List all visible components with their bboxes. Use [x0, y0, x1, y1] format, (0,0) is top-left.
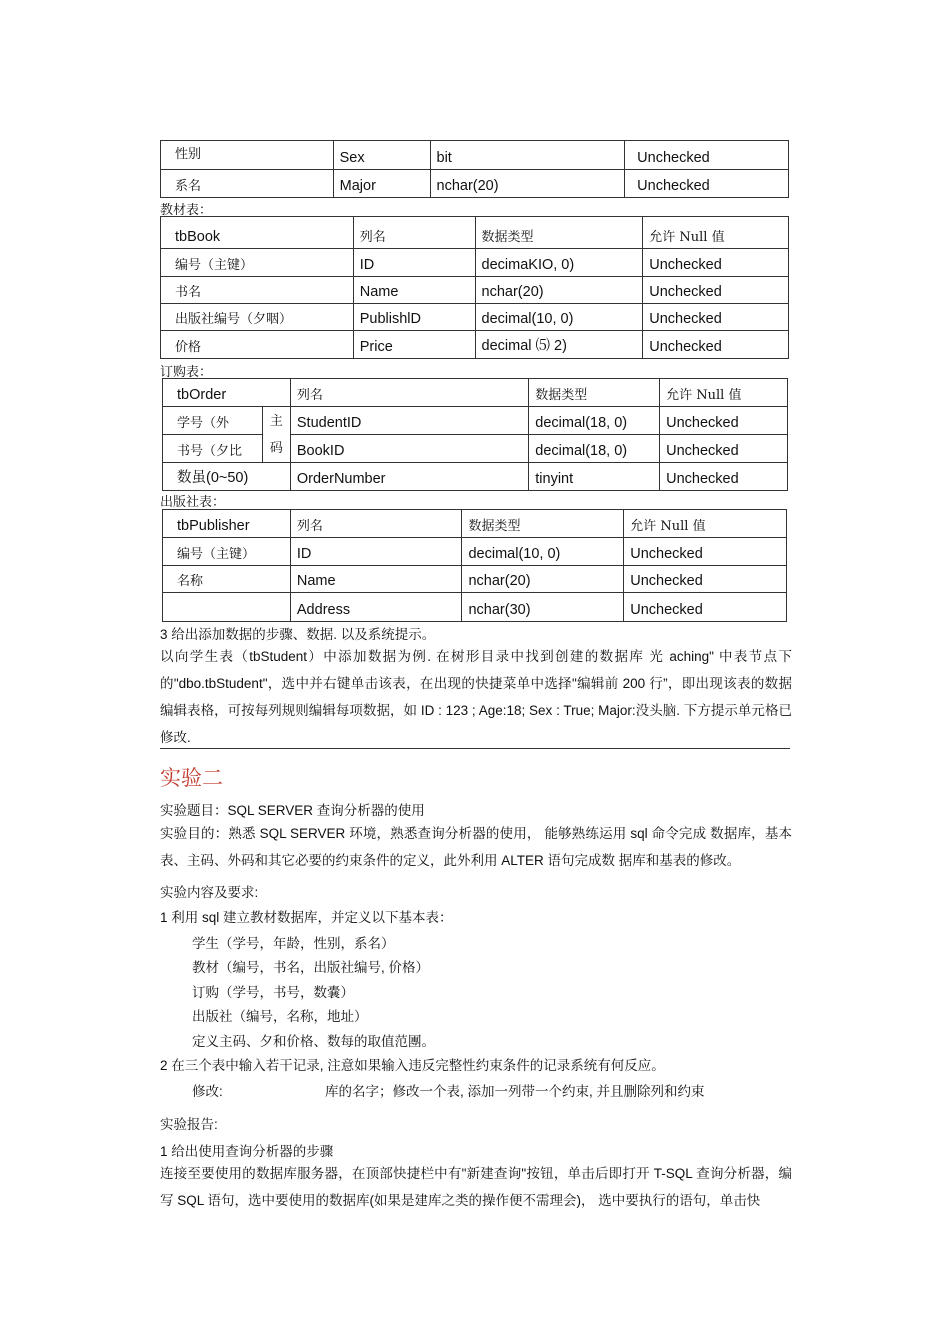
content-label: 实验内容及要求: — [160, 885, 259, 900]
table-cell: Name — [290, 566, 462, 593]
modify-text: 库的名字；修改一个表, 添加一列带一个约束, 并且删除列和约束 — [325, 1084, 705, 1099]
table-row — [161, 331, 789, 359]
column-header: 允许 Null 值 — [624, 510, 787, 538]
table-cell: 书名 — [161, 277, 354, 304]
table-cell: ID — [353, 249, 475, 277]
table-row — [163, 566, 787, 593]
table-row — [161, 170, 789, 198]
table-cell: decimal(10, 0) — [462, 538, 624, 566]
table-cell: ID — [290, 538, 462, 566]
table-cell: decimal(10, 0) — [475, 304, 643, 331]
table-cell: 编号（主键） — [163, 538, 291, 566]
list-item: 定义主码、夕和价格、数每的取值范團。 — [192, 1034, 435, 1049]
table-row — [161, 141, 789, 170]
table-cell: 价格 — [161, 331, 354, 359]
table-cell: 数虽(0~50) — [163, 463, 291, 491]
primary-key-label-line: 码 — [269, 440, 283, 456]
table-cell: Unchecked — [624, 566, 787, 593]
report-step-1-body: 连接至要使用的数据库服务器，在顶部快捷栏中有"新建查询"按钮，单击后即打开 T-SQL 查询分析器，编写 SQL 语句，选中要使用的数据库(如果是建库之类的操作便不需理会)， 选中要执行的语句，单击快 — [160, 1166, 792, 1208]
table-cell: Major — [333, 170, 430, 198]
table-row — [161, 304, 789, 331]
table-cell: decimal(18, 0) — [529, 435, 660, 463]
table-row — [163, 538, 787, 566]
table-cell: decimal ⑸ 2) — [475, 331, 643, 359]
table-cell — [163, 593, 291, 622]
table-cell: 出版社编号（夕咽） — [161, 304, 354, 331]
list-item: 出版社（编号，名称，地址） — [192, 1009, 368, 1024]
table-row — [163, 593, 787, 622]
step3-heading: 3 给出添加数据的步骤、数据. 以及系统提示。 — [160, 627, 436, 642]
table-cell: decimaKIO, 0) — [475, 249, 643, 277]
report-label: 实验报告: — [160, 1117, 218, 1132]
requirement-1: 1 利用 sql 建立教材数据库，并定义以下基本表： — [160, 910, 453, 925]
student-table-tail — [160, 140, 789, 198]
table-row — [163, 435, 788, 463]
table-cell: Unchecked — [643, 331, 789, 359]
table-cell: Unchecked — [625, 170, 789, 198]
step3-body: 以向学生表（tbStudent）中添加数据为例. 在树形目录中找到创建的数据库 光 aching" 中表节点下的"dbo.tbStudent"，选中并右键单击该表，在出现的快捷菜单中选择"编辑前 200 行”，即出现该表的数据编辑表格，可按每列规则编辑每项数据，如 ID : 123 ; Age:18; Sex : True; Major:没头脑. 下方提示单元格已修改. — [160, 649, 792, 745]
column-header: 列名 — [353, 217, 475, 249]
table-row — [161, 277, 789, 304]
table-cell: PublishlD — [353, 304, 475, 331]
column-header: 数据类型 — [475, 217, 643, 249]
primary-key-label-line: 主 — [269, 413, 283, 429]
table-cell: 名称 — [163, 566, 291, 593]
table-cell: 系名 — [161, 170, 334, 198]
table-cell: Name — [353, 277, 475, 304]
table-name-cell: tbPublisher — [163, 510, 291, 538]
table-cell: nchar(20) — [462, 566, 624, 593]
table-cell: Unchecked — [624, 593, 787, 622]
table-cell: 性别 — [161, 141, 334, 170]
list-item: 订购（学号，书号，数嚢） — [192, 985, 354, 1000]
table-cell: StudentID — [290, 407, 528, 435]
table-cell: Unchecked — [624, 538, 787, 566]
table-cell: Sex — [333, 141, 430, 170]
column-header: 允许 Null 值 — [660, 379, 788, 407]
publisher-table-caption: 出版社表： — [160, 495, 226, 510]
table-cell: Unchecked — [643, 304, 789, 331]
order-table-caption: 订购表： — [160, 365, 213, 380]
table-cell: Unchecked — [660, 435, 788, 463]
requirement-2: 2 在三个表中输入若干记录, 注意如果输入违反完整性约束条件的记录系统有何反应。 — [160, 1058, 665, 1073]
column-header: 允许 Null 值 — [643, 217, 789, 249]
book-table — [160, 216, 789, 359]
section-divider — [160, 748, 790, 749]
table-cell: Address — [290, 593, 462, 622]
table-cell: decimal(18, 0) — [529, 407, 660, 435]
book-table-caption: 教材表： — [160, 203, 213, 218]
experiment-topic: 实验题目：SQL SERVER 查询分析器的使用 — [160, 803, 425, 818]
experiment-purpose: 实验目的：熟悉 SQL SERVER 环境，熟悉查询分析器的使用， 能够熟练运用 sql 命令完成 数据库，基本表、主码、外码和其它必要的约束条件的定义，此外利用 ALTER 语句完成数 据库和基表的修改。 — [160, 826, 792, 868]
table-cell: nchar(20) — [430, 170, 625, 198]
table-cell: BookID — [290, 435, 528, 463]
section-title: 实验二 — [160, 767, 223, 790]
table-name-cell: tbBook — [161, 217, 354, 249]
table-row — [163, 463, 788, 491]
list-item: 学生（学号，年龄，性别，系名） — [192, 936, 395, 951]
column-header: 数据类型 — [462, 510, 624, 538]
table-cell: OrderNumber — [290, 463, 528, 491]
table-cell: tinyint — [529, 463, 660, 491]
table-cell: Price — [353, 331, 475, 359]
column-header: 列名 — [290, 510, 462, 538]
table-row — [161, 249, 789, 277]
report-step-1: 1 给出使用查询分析器的步骤 — [160, 1144, 334, 1159]
table-name-cell: tbOrder — [163, 379, 291, 407]
order-table — [162, 378, 788, 491]
table-cell: Unchecked — [643, 249, 789, 277]
list-item: 教材（编号，书名，出版社编号, 价格） — [192, 960, 430, 975]
table-cell: nchar(20) — [475, 277, 643, 304]
table-header-row — [163, 510, 787, 538]
primary-key-label — [262, 407, 290, 463]
publisher-table — [162, 509, 787, 622]
column-header: 列名 — [290, 379, 528, 407]
table-cell: 书号（夕比 — [163, 435, 263, 463]
table-header-row — [163, 379, 788, 407]
table-cell: Unchecked — [660, 407, 788, 435]
table-cell: nchar(30) — [462, 593, 624, 622]
table-cell: bit — [430, 141, 625, 170]
table-cell: Unchecked — [625, 141, 789, 170]
table-cell: Unchecked — [660, 463, 788, 491]
table-header-row — [161, 217, 789, 249]
column-header: 数据类型 — [529, 379, 660, 407]
table-row — [163, 407, 788, 435]
table-cell: 编号（主键） — [161, 249, 354, 277]
table-cell: Unchecked — [643, 277, 789, 304]
table-cell: 学号（外 — [163, 407, 263, 435]
modify-label: 修改: — [192, 1084, 223, 1099]
